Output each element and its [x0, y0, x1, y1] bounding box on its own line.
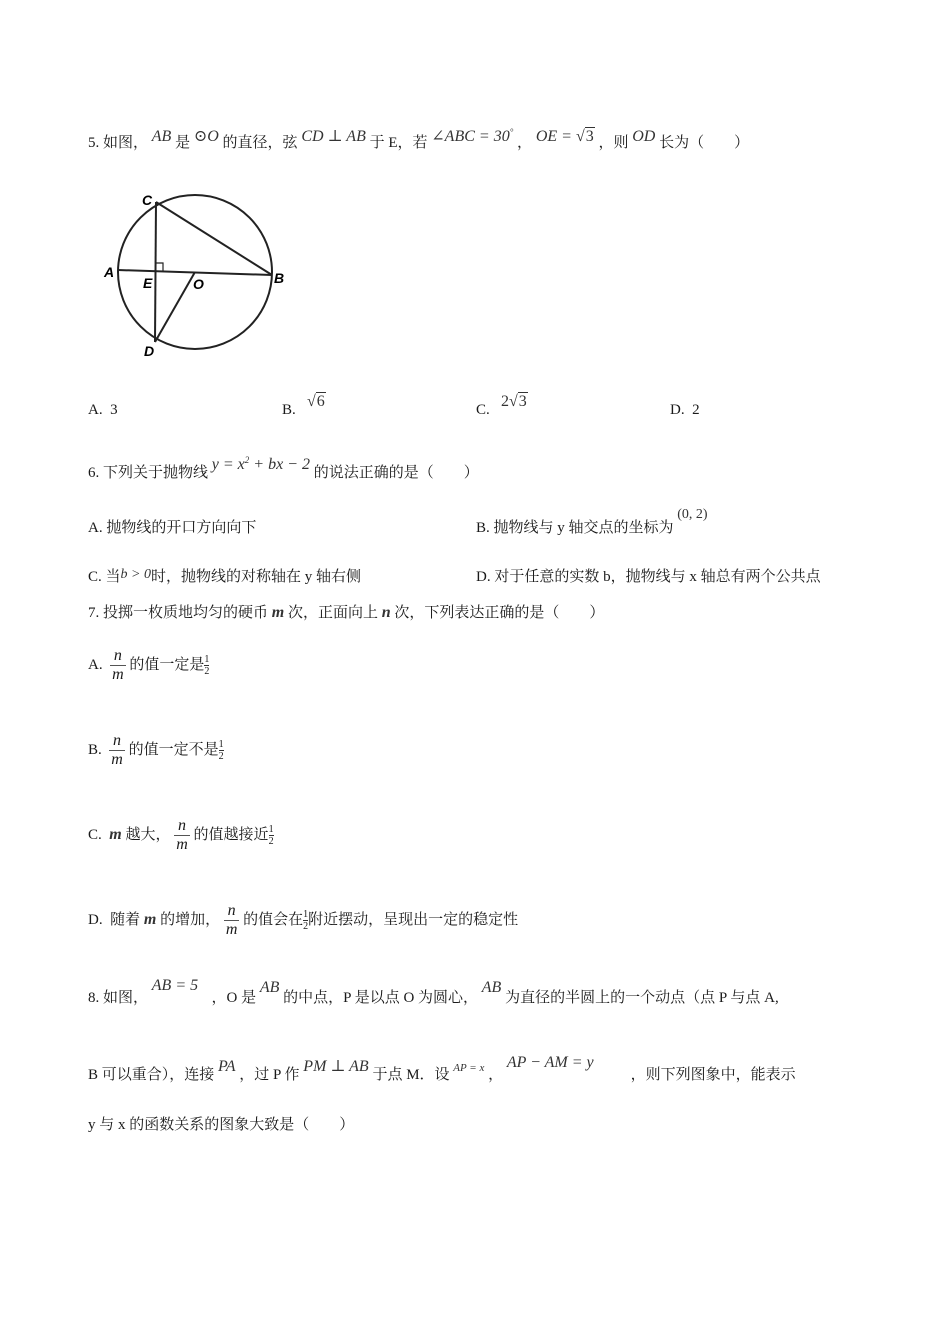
segment-od	[155, 272, 195, 342]
math-point-0-2: (0, 2)	[677, 507, 708, 522]
q8-line-3: y 与 x 的函数关系的图象大致是（ ）	[88, 1117, 355, 1133]
q6-option-d: D. 对于任意的实数 b，抛物线与 x 轴总有两个公共点	[476, 569, 821, 585]
q8-line-1: 8. 如图， AB = 5 ，O 是 AB 的中点，P 是以点 O 为圆心， AB 为直径的半圆上的一个动点（点 P 与点 A,	[88, 977, 779, 1006]
math-parabola: $y = x^2$ + bx − 2	[211, 455, 310, 473]
q5-option-c: C. 2√3	[476, 393, 527, 418]
fraction-n-over-m: $\frac{n}{m}$	[112, 647, 124, 684]
q6-number: 6.	[88, 465, 100, 481]
math-angle-abc: ∠ABC = 30°	[431, 127, 514, 145]
label-e: E	[143, 275, 153, 291]
math-od: OD	[632, 128, 656, 145]
q7-number: 7.	[88, 605, 100, 621]
label-b: B	[274, 270, 285, 286]
q7-stem: 7. 投掷一枚质地均匀的硬币 m 次，正面向上 n 次，下列表达正确的是（ ）	[88, 604, 605, 621]
q5-number: 5.	[88, 135, 100, 151]
q6-stem: 6. 下列关于抛物线 $y = x^2$ + bx − 2 的说法正确的是（ ）	[88, 455, 479, 481]
segment-cb	[156, 202, 272, 275]
q5-option-a: A. 3	[88, 402, 118, 418]
label-c: C	[142, 192, 153, 208]
q6-option-c: C. 当b > 0时，抛物线的对称轴在 y 轴右侧	[88, 567, 361, 585]
q7-option-b: B. $\frac{n}{m}$ 的值一定不是 $\frac{1}{2}$	[88, 732, 224, 769]
chord-cd	[155, 202, 156, 342]
fraction-n-over-m: $\frac{n}{m}$	[111, 732, 123, 769]
fraction-n-over-m: $\frac{n}{m}$	[225, 902, 238, 939]
fraction-one-half: $\frac{1}{2}$	[303, 909, 309, 933]
math-oe: OE = √3	[535, 128, 594, 145]
label-d: D	[144, 343, 155, 359]
q5-circle-figure	[100, 185, 300, 365]
q6-option-a: A. 抛物线的开口方向向下	[88, 520, 257, 536]
q7-option-d: D. 随着 m 的增加， $\frac{n}{m}$ 的值会在 $\frac{1}{2}$ 附近摆动，呈现出一定的稳定性	[88, 902, 519, 939]
q7-option-a: A. $\frac{n}{m}$ 的值一定是 $\frac{1}{2}$	[88, 647, 210, 684]
math-ab-5: AB = 5	[151, 977, 199, 994]
q5-option-d: D. 2	[670, 402, 700, 418]
fraction-one-half: $\frac{1}{2}$	[268, 824, 274, 848]
label-a: A	[104, 264, 115, 280]
q6-option-b: B. 抛物线与 y 轴交点的坐标为 (0, 2)	[476, 507, 708, 536]
label-o: O	[193, 276, 204, 292]
fraction-one-half: $\frac{1}{2}$	[218, 739, 224, 763]
fraction-one-half: $\frac{1}{2}$	[204, 654, 210, 678]
q5-option-b: B. √6	[282, 393, 325, 418]
math-cd-perp-ab: CD ⊥ AB	[301, 128, 366, 145]
fraction-n-over-m: $\frac{n}{m}$	[176, 817, 188, 854]
q5-stem: 5. 如图， AB 是 ⊙O 的直径，弦 CD ⊥ AB 于 E，若 ∠ABC = 30° ， OE = √3 ，则 OD 长为（ ）	[88, 127, 750, 151]
q8-number: 8.	[88, 990, 100, 1006]
math-circle-o: ⊙O	[193, 128, 219, 145]
q7-option-c: C. m 越大， $\frac{n}{m}$ 的值越接近 $\frac{1}{2}$	[88, 817, 274, 854]
q8-line-2: B 可以重合），连接 PA ，过 P 作 PM ⊥ AB 于点 M．设 $^{AP = x}$ ， AP − AM = y ，则下列图象中，能表示	[88, 1054, 796, 1083]
right-angle-mark	[156, 263, 163, 271]
math-ab: AB	[151, 128, 172, 145]
